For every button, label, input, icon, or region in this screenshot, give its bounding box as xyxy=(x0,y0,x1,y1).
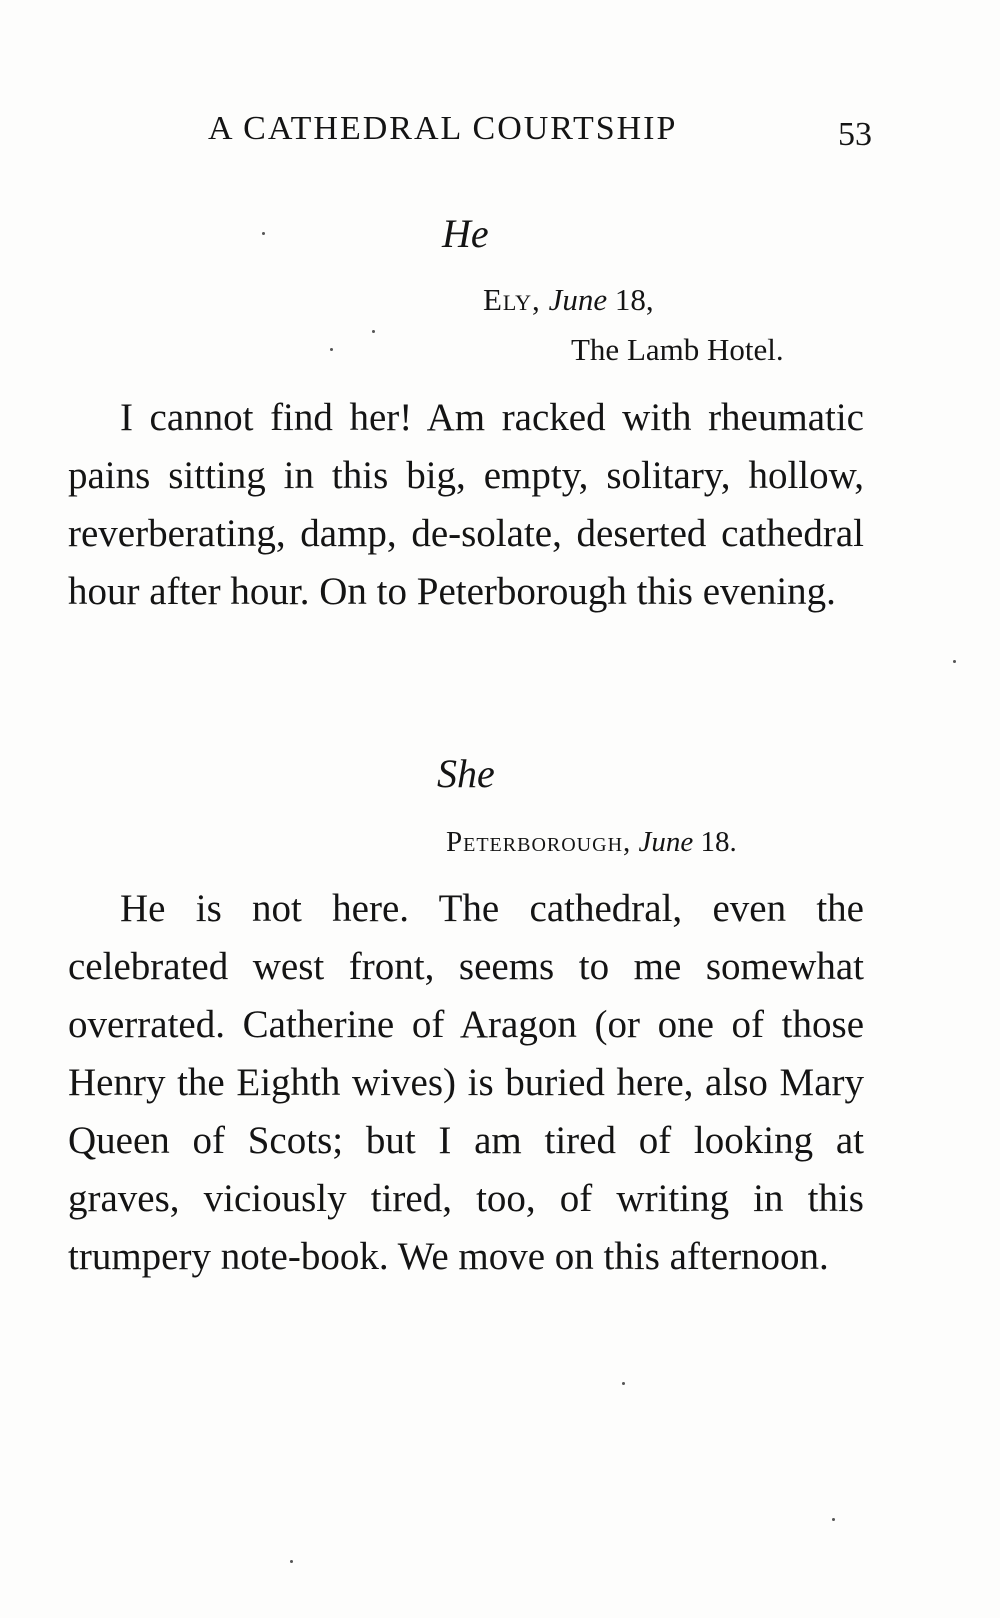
scan-speck xyxy=(953,660,956,663)
dateline-she xyxy=(446,826,737,859)
dateline-month: June xyxy=(638,826,694,858)
dateline-day: 18, xyxy=(614,282,654,317)
scan-speck xyxy=(372,330,375,333)
scan-speck xyxy=(262,232,265,235)
scan-speck xyxy=(832,1518,835,1521)
paragraph-she: He is not here. The cathedral, even the celebrated west front, seems to me somewhat overrated. Catherine of Aragon (or one of those Henry the Eighth wives) is buried here, also Mary Queen of Scots; but I am tired of looking at graves, viciously tired, too, of writing in this trumpery note-book. We move on this afternoon. xyxy=(68,887,864,1278)
scan-speck xyxy=(330,348,333,351)
dateline-he xyxy=(483,282,654,318)
running-title: A CATHEDRAL COURTSHIP xyxy=(208,110,678,147)
dateline-day: 18. xyxy=(700,826,737,858)
paragraph-he: I cannot find her! Am racked with rheumatic pains sitting in this big, empty, solitary, hollow, reverberating, damp, de-solate, deserted cathedral hour after hour. On to Peterborough this evening. xyxy=(68,396,864,613)
speaker-heading-he: He xyxy=(442,211,489,256)
scan-speck xyxy=(622,1382,625,1385)
speaker-heading-she: She xyxy=(437,751,495,796)
page-number: 53 xyxy=(838,116,872,153)
dateline-place: Peterborough, xyxy=(446,826,632,858)
scan-speck xyxy=(290,1560,293,1563)
running-head xyxy=(0,110,1000,154)
address-he: The Lamb Hotel. xyxy=(571,332,784,367)
dateline-month: June xyxy=(548,282,608,317)
dateline-place: Ely, xyxy=(483,282,541,317)
